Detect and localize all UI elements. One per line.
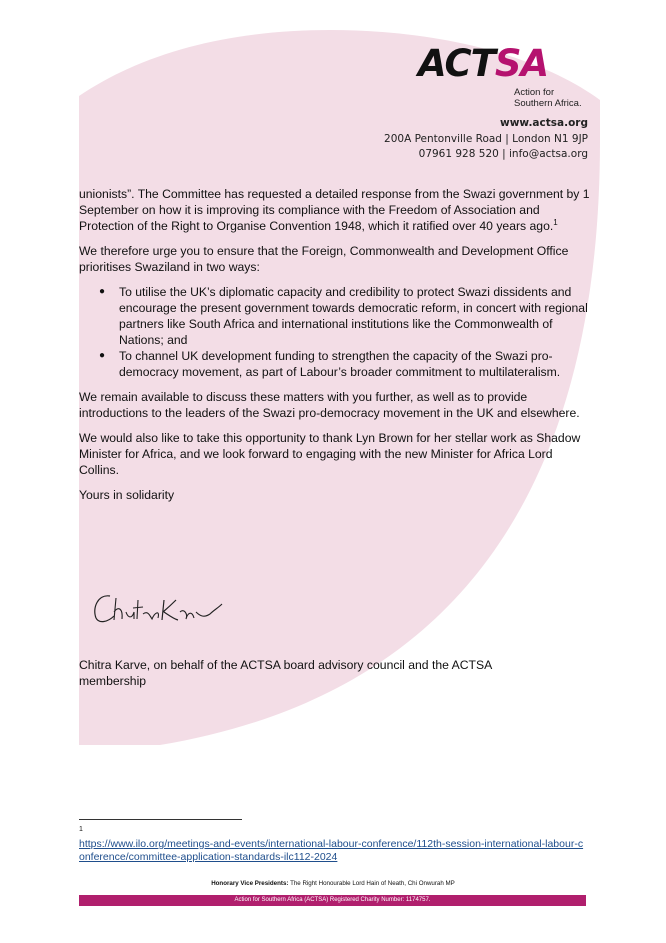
honorary-vice-presidents: Honorary Vice Presidents: The Right Honourable Lord Hain of Neath, Chi Onwurah MP bbox=[211, 880, 455, 887]
charity-number: Action for Southern Africa (ACTSA) Registered Charity Number: 1174757. bbox=[234, 897, 431, 903]
letter-body bbox=[79, 186, 591, 512]
footnote-separator bbox=[79, 819, 242, 820]
logo-tagline: Action for Southern Africa. bbox=[514, 87, 582, 109]
closing: Yours in solidarity bbox=[79, 488, 175, 502]
logo-wordmark: ACTSA bbox=[418, 42, 549, 85]
website: www.actsa.org bbox=[500, 117, 588, 129]
footnote-number: 1 bbox=[79, 826, 83, 833]
paragraph-4: We would also like to take this opportunity to thank Lyn Brown for her stellar work as Shadow Minister for Africa, and we look forward to engaging with the new Minister for Africa Lord Collins. bbox=[79, 431, 581, 477]
paragraph-3: We remain available to discuss these matters with you further, as well as to provide introductions to the leaders of the Swazi pro-democracy movement in the UK and elsewhere. bbox=[79, 390, 580, 420]
footnote-ref: 1 bbox=[553, 217, 558, 227]
bullet-list bbox=[79, 284, 591, 380]
address: 200A Pentonville Road | London N1 9JP bbox=[384, 132, 588, 145]
contact-block bbox=[384, 116, 588, 163]
footnote-link[interactable]: https://www.ilo.org/meetings-and-events/international-labour-conference/112th-session-international-labour-conference/committee-application-standards-ilc112-2024 bbox=[79, 838, 584, 863]
phone-email: 07961 928 520 | info@actsa.org bbox=[418, 148, 588, 160]
paragraph-1: unionists”. The Committee has requested a detailed response from the Swazi government by 1 September on how it is improving its compliance with the Freedom of Association and Protection of the Right to Organise Convention 1948, which it ratified over 40 years ago.$^1$ bbox=[79, 187, 590, 233]
bullet-item: ● To utilise the UK’s diplomatic capacity and credibility to protect Swazi dissidents and encourage the present government towards democratic reform, in concert with regional partners like South Africa and international institutions like the Commonwealth of Nations; and bbox=[99, 285, 588, 347]
paragraph-2: We therefore urge you to ensure that the Foreign, Commonwealth and Development Office prioritises Swaziland in two ways: bbox=[79, 244, 569, 274]
bullet-item: ● To channel UK development funding to strengthen the capacity of the Swazi pro-democracy movement, as part of Labour’s broader commitment to multilateralism. bbox=[99, 349, 561, 379]
signer-line: Chitra Karve, on behalf of the ACTSA board advisory council and the ACTSA membership bbox=[79, 658, 492, 688]
charity-footer-bar bbox=[79, 895, 586, 906]
handwritten-signature bbox=[88, 586, 238, 630]
bullet-dot-icon: ● bbox=[99, 286, 106, 297]
actsa-logo bbox=[418, 42, 588, 109]
bullet-dot-icon: ● bbox=[99, 350, 106, 361]
